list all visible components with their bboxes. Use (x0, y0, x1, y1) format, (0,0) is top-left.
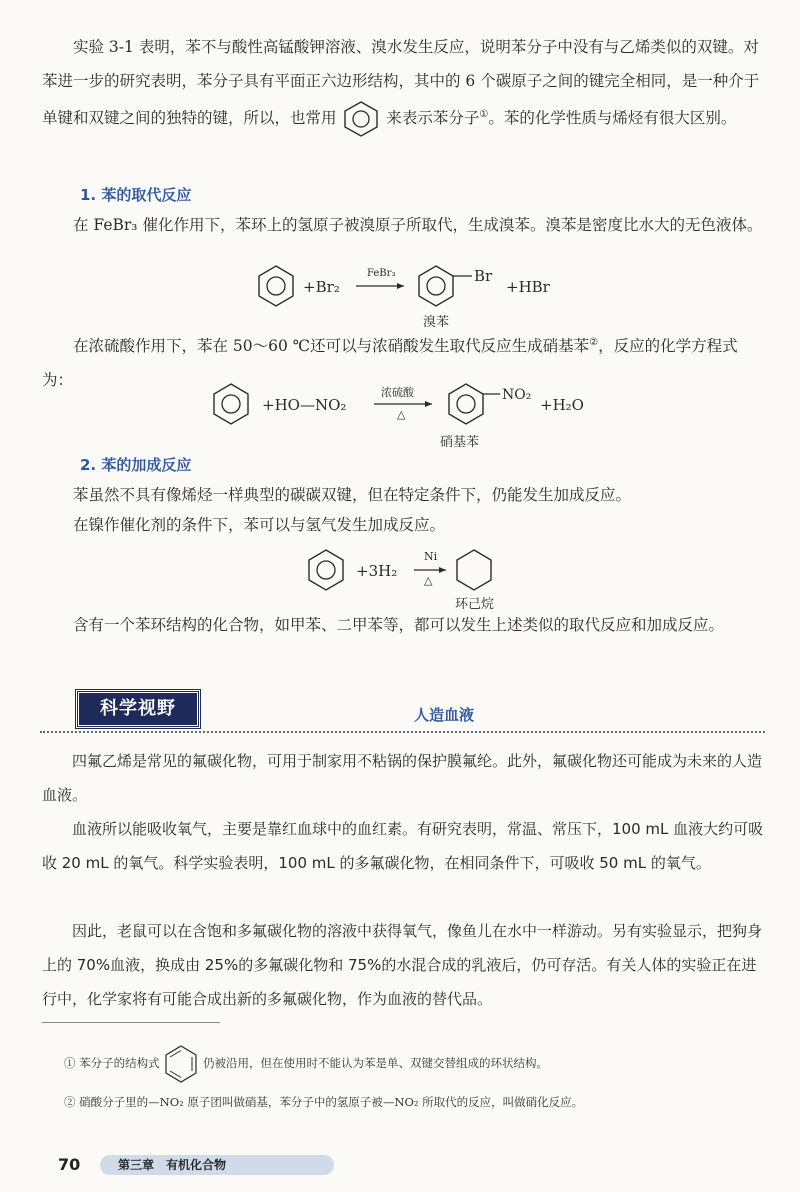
science-vision-tag: 科学视野 (76, 690, 200, 728)
nitration-text-b: ，反应的化学方程式为： (42, 337, 738, 390)
benzene-ring-product (419, 266, 472, 306)
reagent-hydrogen: +3H₂ (356, 562, 398, 580)
arrow-head-3 (439, 567, 446, 573)
chapter-label: 第三章 有机化合物 (100, 1155, 334, 1175)
summary-paragraph: 含有一个苯环结构的化合物，如甲苯、二甲苯等，都可以发生上述类似的取代反应和加成反应。 (73, 616, 725, 634)
footnote-1-text-a: ① 苯分子的结构式 (64, 1056, 160, 1070)
benzene-ring-reactant (259, 266, 293, 306)
intro-text-d: 。苯的化学性质与烯烃有很大区别。 (488, 109, 737, 128)
benzene-ring-reactant-3 (309, 550, 343, 590)
section-heading-addition: 2. 苯的加成反应 (80, 456, 192, 474)
benzene-ring-icon (341, 101, 381, 137)
dotted-divider (40, 731, 765, 733)
page-number: 70 (58, 1155, 81, 1174)
addition-paragraph-1: 苯虽然不具有像烯烃一样典型的碳碳双键，但在特定条件下，仍能发生加成反应。 (73, 486, 632, 504)
condition-heat-2: △ (424, 574, 433, 587)
cyclohexane-ring (457, 550, 491, 590)
arrow-head-2 (425, 401, 432, 407)
intro-text-a: 实验 3-1 表明，苯不与酸性高锰酸钾溶液、溴水发生反应，说明苯分子中没有与乙烯类似的双键。对苯进一步的研究表明，苯分子具有平面正六边形结构，其中的 6 个碳原子之间的键完全相同，是一种介于单键和双键之间的独特的键，所以，也常用 (42, 38, 760, 128)
product-name-cyclohexane: 环己烷 (455, 597, 495, 612)
footnote-1 (64, 1044, 548, 1084)
nitration-text: 在浓硫酸作用下，苯在 50～60 ℃还可以与浓硝酸发生取代反应生成硝基苯 (73, 337, 590, 356)
kekule-structure-icon (163, 1044, 199, 1084)
hydrogenation-equation (0, 546, 800, 612)
substituent-no2: NO₂ (502, 387, 532, 403)
intro-paragraph (42, 30, 768, 137)
intro-text-c: 苯分子 (432, 109, 480, 128)
footnote-mark-1[interactable]: ① (479, 109, 489, 120)
nitration-equation (0, 380, 800, 452)
footnote-1-text-b: 仍被沿用，但在使用时不能认为苯是单、双键交替组成的环状结构。 (202, 1056, 548, 1070)
section-heading-substitution: 1. 苯的取代反应 (80, 186, 192, 204)
byproduct-hbr: +HBr (506, 278, 550, 296)
box-paragraph-1: 四氟乙烯是常见的氟碳化物，可用于制家用不粘锅的保护膜氟纶。此外，氟碳化物还可能成为未来的人造血液。 (42, 752, 763, 804)
footnote-separator (42, 1022, 220, 1023)
footnote-mark-2[interactable]: ② (589, 337, 599, 348)
intro-text-b: 来表示 (386, 109, 433, 128)
product-name-nitrobenzene: 硝基苯 (440, 435, 480, 450)
box-title: 人造血液 (414, 706, 475, 724)
footnote-2: ② 硝酸分子里的—NO₂ 原子团叫做硝基，苯分子中的氢原子被—NO₂ 所取代的反应，叫做硝化反应。 (64, 1095, 584, 1109)
catalyst-sulfuric-acid: 浓硫酸 (381, 386, 414, 399)
byproduct-water: +H₂O (540, 396, 584, 414)
benzene-ring-product-2 (449, 384, 500, 424)
catalyst-febr3: FeBr₃ (367, 268, 396, 279)
box-paragraph-3: 因此，老鼠可以在含饱和多氟碳化物的溶液中获得氧气，像鱼儿在水中一样游动。另有实验显示，把狗身上的 70%血液，换成由 25%的多氟碳化物和 75%的水混合成的乳液后，仍可存活。有关人体的实验正在进行中，化学家将有可能合成出新的多氟碳化物，作为血液的替代品。 (42, 922, 763, 1008)
bromination-equation (0, 262, 800, 332)
arrow-head (397, 283, 404, 289)
reagent-br2: +Br₂ (303, 278, 340, 296)
bromination-paragraph: 在 FeBr₃ 催化作用下，苯环上的氢原子被溴原子所取代，生成溴苯。溴苯是密度比水大的无色液体。 (73, 216, 763, 234)
substituent-br: Br (474, 267, 493, 285)
addition-paragraph-2: 在镍作催化剂的条件下，苯可以与氢气发生加成反应。 (73, 516, 446, 534)
condition-heat: △ (397, 408, 406, 421)
benzene-ring-reactant-2 (214, 384, 248, 424)
reagent-nitric-acid: +HO—NO₂ (262, 396, 347, 414)
product-name-bromobenzene: 溴苯 (423, 315, 450, 330)
catalyst-nickel: Ni (424, 550, 438, 563)
box-paragraph-2: 血液所以能吸收氧气，主要是靠红血球中的血红素。有研究表明，常温、常压下，100 mL 血液大约可吸收 20 mL 的氧气。科学实验表明，100 mL 的多氟碳化物，在相同条件下，可吸收 50 mL 的氧气。 (42, 820, 764, 872)
